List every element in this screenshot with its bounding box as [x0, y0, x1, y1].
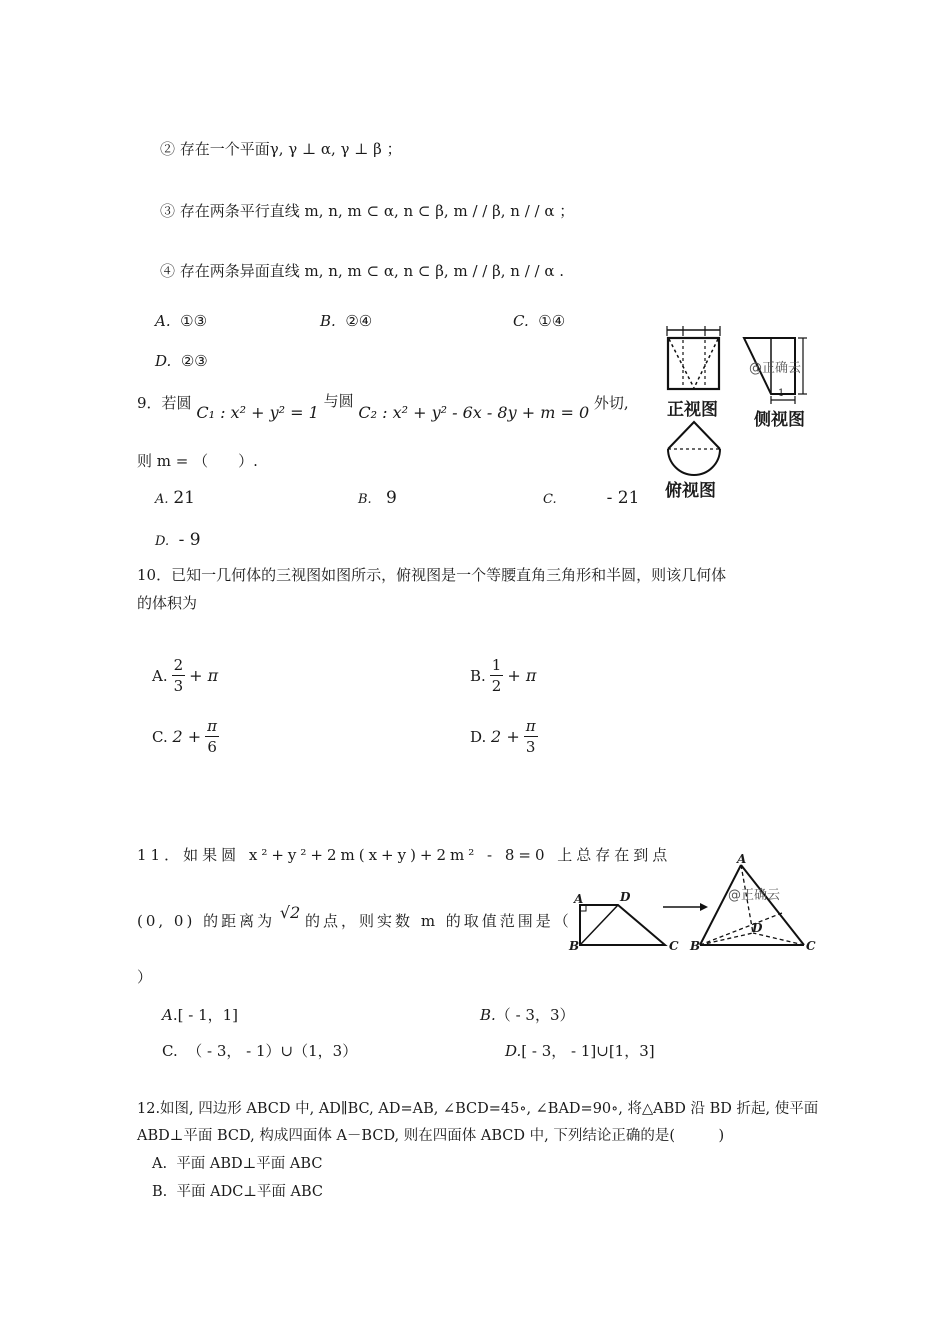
- q9-option-b: B. 9: [358, 488, 397, 508]
- fold-label-b1: B: [569, 939, 580, 953]
- q10-line2: 的体积为: [137, 594, 198, 612]
- q8-option-a: A. ①③: [155, 312, 208, 330]
- fold-label-d2: D: [752, 921, 763, 935]
- q11-line1: 11．如果圆 x²+y²+2m(x+y)+2m² - 8=0 上总存在到点: [137, 846, 672, 864]
- q8-option-c: C. ①④: [513, 312, 566, 330]
- top-view-drawing: [668, 422, 720, 475]
- q10-option-b: B. $\frac{1}{2}$ + π: [470, 656, 537, 695]
- q12-option-a: A. 平面 ABD⊥平面 ABC: [152, 1156, 323, 1172]
- q8-option-d: D. ②③: [155, 352, 208, 370]
- q10-option-a: A. $\frac{2}{3}$ + π: [152, 656, 219, 695]
- q10-line1: 10．已知一几何体的三视图如图所示，俯视图是一个等腰直角三角形和半圆，则该几何体: [137, 566, 727, 584]
- watermark-1: @正确云: [749, 361, 802, 376]
- q11-line3: ）: [137, 968, 153, 986]
- fold-label-a1: A: [574, 892, 584, 906]
- q9-option-a: A. 21: [155, 488, 195, 508]
- q8-statement-3: ③ 存在两条平行直线 m, n, m ⊂ α, n ⊂ β, m / / β, n / / α ；: [160, 202, 575, 220]
- q8-statement-2: ② 存在一个平面γ, γ ⊥ α, γ ⊥ β ；: [160, 140, 402, 158]
- top-view-label: 俯视图: [665, 481, 716, 501]
- q9-line1: 9．若圆 C₁ : x² + y² = 1 与圆 C₂ : x² + y² - 6x - 8y + m = 0 外切,: [137, 392, 629, 422]
- fold-label-b2: B: [690, 939, 701, 953]
- q12-line2: ABD⊥平面 BCD, 构成四面体 A－BCD, 则在四面体 ABCD 中, 下列结论正确的是( ): [137, 1128, 725, 1144]
- front-view-label: 正视图: [667, 400, 718, 420]
- q12-line1: 12.如图, 四边形 ABCD 中, AD∥BC, AD=AB, ∠BCD=45∘, ∠BAD=90∘, 将△ABD 沿 BD 折起, 使平面: [137, 1101, 819, 1117]
- watermark-2: @正确云: [728, 888, 781, 903]
- arrow-drawing: [663, 903, 708, 911]
- q9-option-c: C. - 21: [543, 488, 640, 508]
- q10-option-d: D. 2 + $\frac{\pi}{3}$: [470, 717, 536, 756]
- q11-option-d: D.[ - 3， - 1]∪[1，3]: [505, 1042, 655, 1060]
- q9-line2: 则 m = （ ）.: [137, 452, 258, 470]
- q8-option-b: B. ②④: [320, 312, 373, 330]
- q11-option-a: A.[ - 1，1]: [162, 1006, 239, 1024]
- fold-label-a2: A: [737, 852, 747, 866]
- q12-option-b: B. 平面 ADC⊥平面 ABC: [152, 1184, 324, 1200]
- q8-statement-4: ④ 存在两条异面直线 m, n, m ⊂ α, n ⊂ β, m / / β, n / / α .: [160, 262, 565, 280]
- quadrilateral-drawing: [580, 905, 665, 945]
- side-view-label: 侧视图: [754, 410, 805, 430]
- q9-option-d: D. - 9: [155, 530, 201, 550]
- q11-option-c: C. （ - 3， - 1）∪（1，3）: [162, 1042, 358, 1060]
- fold-label-d1: D: [620, 890, 631, 904]
- q11-line2: (0, 0) 的距离为 √2 的点，则实数 m 的取值范围是（: [137, 903, 572, 930]
- fold-label-c1: C: [669, 939, 679, 953]
- side-dim-label: 1: [778, 388, 785, 399]
- q10-option-c: C. 2 + $\frac{\pi}{6}$: [152, 717, 218, 756]
- q11-option-b: B.（ - 3，3）: [480, 1006, 575, 1024]
- fold-label-c2: C: [806, 939, 816, 953]
- front-view-drawing: [667, 326, 720, 389]
